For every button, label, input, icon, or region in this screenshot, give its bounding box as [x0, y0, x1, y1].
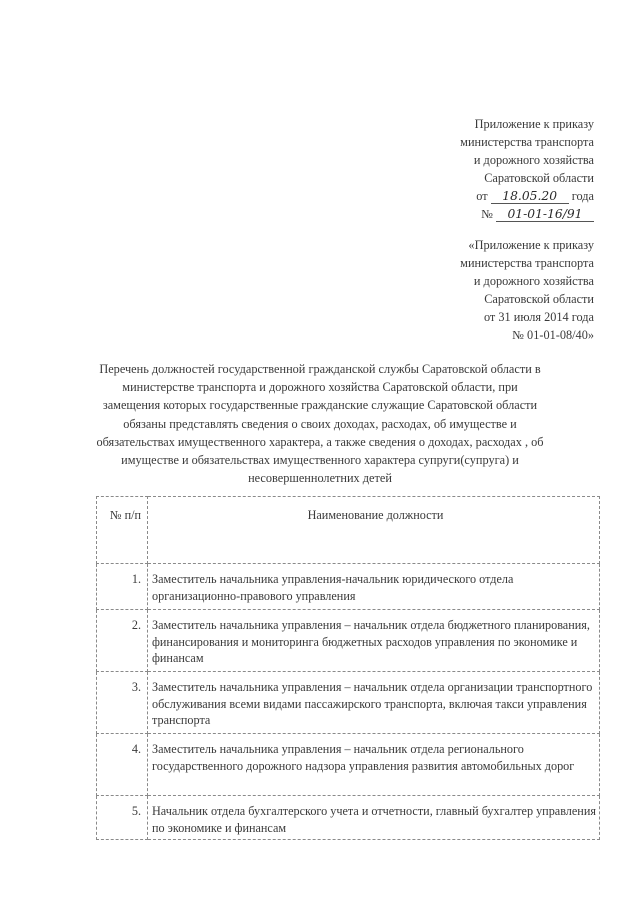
- positions-table: [96, 496, 600, 840]
- appendix-line: Приложение к приказу: [474, 117, 594, 131]
- header-num: № п/п: [97, 497, 148, 564]
- row-number: 3.: [97, 672, 148, 734]
- row-number: 2.: [97, 610, 148, 672]
- appendix-line: Саратовской области: [484, 292, 594, 306]
- row-position: Заместитель начальника управления – начальник отдела регионального государственного дорожного надзора управления развития автомобильных дорог: [148, 734, 600, 796]
- row-number: 5.: [97, 796, 148, 840]
- table-row: [97, 672, 600, 734]
- document-heading: Перечень должностей государственной гражданской службы Саратовской области в министерстве транспорта и дорожного хозяйства Саратовской области, при замещения которых государственные гражданские служащие Саратовской области обязаны представлять сведения о своих доходах, расходах, об имуществе и обязательствах имущественного характера, а также сведения о доходах, расходах , об имуществе и обязательствах имущественного характера супруги(супруга) и несовершеннолетних детей: [96, 362, 544, 486]
- table-row: [97, 796, 600, 840]
- table-header-row: [97, 497, 600, 564]
- table-row: [97, 610, 600, 672]
- row-number: 4.: [97, 734, 148, 796]
- row-number: 1.: [97, 564, 148, 610]
- appendix-number-line: [394, 205, 594, 223]
- handwritten-number: 01-01-16/91: [496, 207, 594, 222]
- table-row: [97, 734, 600, 796]
- appendix-current-order: [394, 115, 594, 223]
- appendix-line: от 31 июля 2014 года: [483, 310, 594, 324]
- date-prefix: от: [476, 189, 488, 203]
- appendix-line: Саратовской области: [484, 171, 594, 185]
- appendix-line: министерства транспорта: [460, 256, 594, 270]
- table-row: [97, 564, 600, 610]
- number-prefix: №: [481, 207, 493, 221]
- date-suffix: года: [571, 189, 594, 203]
- appendix-line: и дорожного хозяйства: [473, 153, 594, 167]
- handwritten-date: 18.05.20: [491, 189, 569, 204]
- row-position: Начальник отдела бухгалтерского учета и отчетности, главный бухгалтер управления по экономике и финансам: [148, 796, 600, 840]
- appendix-line: «Приложение к приказу: [468, 238, 594, 252]
- header-name: Наименование должности: [148, 497, 600, 564]
- row-position: Заместитель начальника управления-начальник юридического отдела организационно-правового управления: [148, 564, 600, 610]
- appendix-line: № 01-01-08/40»: [512, 328, 594, 342]
- appendix-line: министерства транспорта: [460, 135, 594, 149]
- row-position: Заместитель начальника управления – начальник отдела бюджетного планирования, финансирования и мониторинга бюджетных расходов управления по экономике и финансам: [148, 610, 600, 672]
- appendix-line: и дорожного хозяйства: [473, 274, 594, 288]
- appendix-date-line: [394, 187, 594, 205]
- appendix-original-order: [394, 236, 594, 344]
- row-position: Заместитель начальника управления – начальник отдела организации транспортного обслуживания всеми видами пассажирского транспорта, включая такси управления транспорта: [148, 672, 600, 734]
